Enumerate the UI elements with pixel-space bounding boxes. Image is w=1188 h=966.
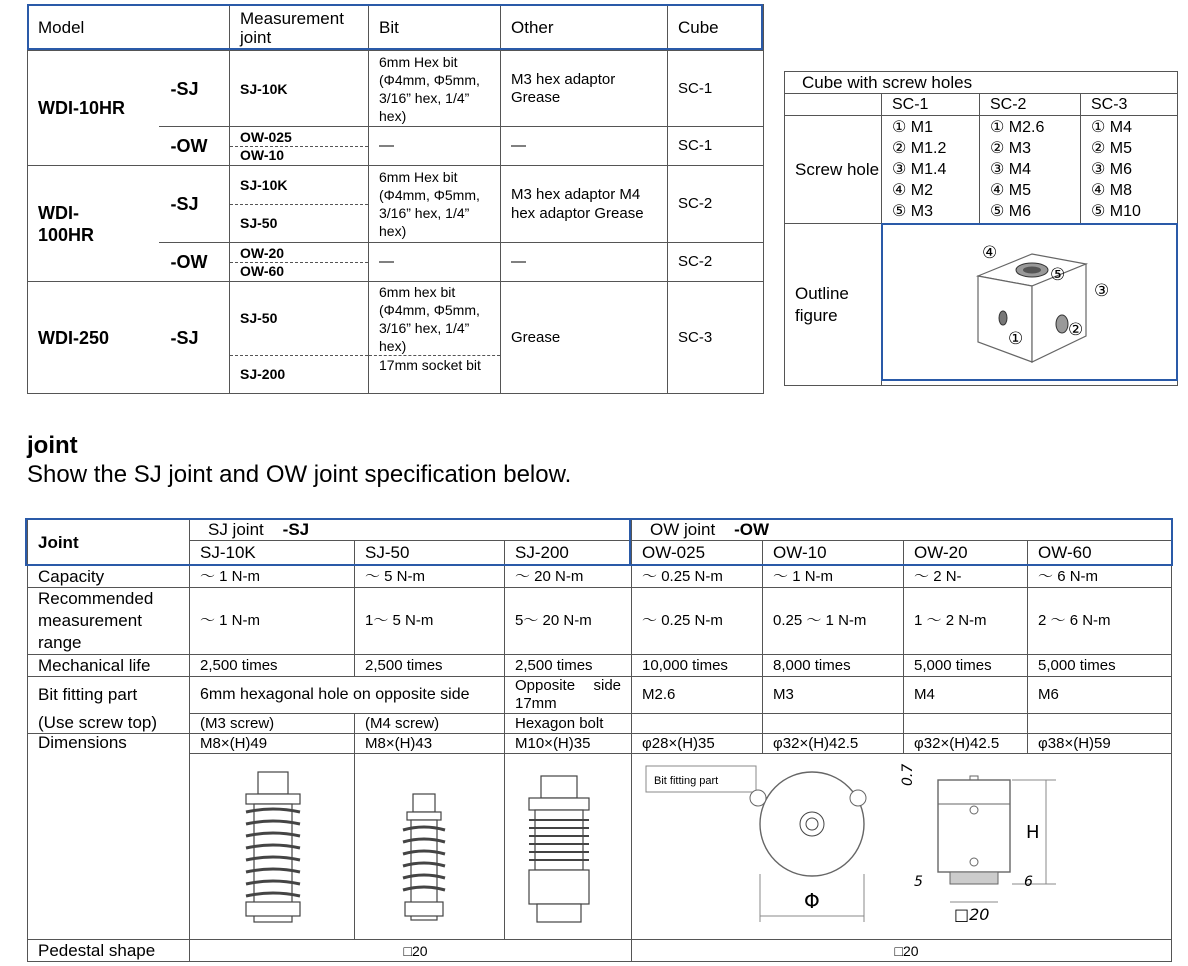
capacity-ow025: ～ 0.25 N-m [632,566,763,588]
ow-group-code: -OW [734,520,770,539]
outline-label: Outline figure [785,224,882,386]
joint-ow20: OW-20 [230,245,368,263]
dim-ow20: φ32×(H)42.5 [904,734,1028,754]
joint-ow025: OW-025 [230,129,368,147]
bit-label: Bit fitting part [28,677,190,714]
bit-ow60: M6 [1028,677,1172,714]
sc1-list [882,116,980,224]
cube-figure [882,224,1176,380]
sj10k-base [246,902,300,916]
sj50-collar [407,812,441,820]
bit-ow025: M2.6 [632,677,763,714]
capacity-ow10: ～ 1 N-m [763,566,904,588]
col-ow025: OW-025 [632,541,763,566]
sc3-list [1081,116,1178,224]
cube-title: Cube with screw holes [785,72,1178,94]
ow-figure [632,754,1168,934]
model-wdi100hr [28,166,159,282]
sj200-lower [529,870,589,904]
sc2-2: ② M3 [990,140,1032,157]
sq-label: □20 [954,905,990,924]
capacity-ow60: ～ 6 N-m [1028,566,1172,588]
section-subtitle: Show the SJ joint and OW joint specification below. [27,461,572,488]
joint-table [27,519,1172,962]
col-sc2: SC-2 [980,94,1081,116]
col-sj200: SJ-200 [505,541,632,566]
d5-label: 5 [914,874,923,890]
bit-socket: 17mm socket bit [379,356,481,373]
range-ow10: 0.25 ～ 1 N-m [763,588,904,655]
screw-sj10k: (M3 screw) [190,714,355,734]
sc1-4: ④ M2 [892,182,934,199]
other-cell: — [501,243,668,282]
sj200-bolt-head [541,776,577,798]
dim-sj10k: M8×(H)49 [190,734,355,754]
bit-cell: 6mm Hex bit (Φ4mm, Φ5mm, 3/16” hex, 1/4” hex) [369,166,501,243]
header-bit: Bit [369,5,501,51]
group-divider [629,518,631,564]
model-table [27,4,764,394]
bit-sj200: Opposite side 17mm [505,677,632,714]
joint-sj-list [230,282,369,394]
suffix-sj: -SJ [159,51,230,127]
bit-hex: 6mm hex bit (Φ4mm, Φ5mm, 3/16” hex, 1/4” hex) [369,283,500,356]
header-cube: Cube [668,5,764,51]
h-label: H [1026,822,1040,843]
sc3-5: ⑤ M10 [1091,203,1141,220]
cube-table [784,71,1178,386]
life-sj200: 2,500 times [505,655,632,677]
d07-label: 0.7 [900,763,917,786]
mark-2: ② [1068,320,1084,340]
d6-label: 6 [1024,874,1033,890]
life-sj50: 2,500 times [355,655,505,677]
model-wdi100hr-label: WDI- 100HR [38,202,95,245]
cube-cell: SC-1 [668,127,764,166]
capacity-sj200: ～ 20 N-m [505,566,632,588]
mark-1: ① [1008,329,1024,349]
col-sj50: SJ-50 [355,541,505,566]
sc3-4: ④ M8 [1091,182,1133,199]
bit-cell [369,282,501,394]
model-wdi10hr: WDI-10HR [28,51,159,166]
other-cell: — [501,127,668,166]
sc1-2: ② M1.2 [892,140,947,157]
dim-ow60: φ38×(H)59 [1028,734,1172,754]
joint-header: Joint [28,520,190,566]
life-label: Mechanical life [28,655,190,677]
joint-sj-list [230,166,369,243]
joint-sj10k: SJ-10K [230,166,368,205]
sc1-3: ③ M1.4 [892,161,947,178]
sj-group-label: SJ joint [208,520,264,539]
hole-1 [999,311,1007,325]
sc2-3: ③ M4 [990,161,1032,178]
pedestal-ow: □20 [632,940,1172,962]
dim-ow025: φ28×(H)35 [632,734,763,754]
screw-sj200: Hexagon bolt [505,714,632,734]
sc2-4: ④ M5 [990,182,1032,199]
range-sj200: 5～ 20 N-m [505,588,632,655]
bit-cell: — [369,127,501,166]
life-ow10: 8,000 times [763,655,904,677]
capacity-sj50: ～ 5 N-m [355,566,505,588]
pedestal-sj: □20 [190,940,632,962]
joint-ow-list [230,243,369,282]
life-ow20: 5,000 times [904,655,1028,677]
ow-lug-right [850,790,866,806]
sc2-5: ⑤ M6 [990,203,1032,220]
hole-2 [1056,315,1068,333]
sj10k-collar [246,794,300,804]
joint-sj50: SJ-50 [230,282,368,356]
phi-label: Φ [804,889,820,913]
other-cell: Grease [501,282,668,394]
screw-ow10 [763,714,904,734]
dim-ow10: φ32×(H)42.5 [763,734,904,754]
range-sj50: 1～ 5 N-m [355,588,505,655]
sc2-1: ① M2.6 [990,119,1045,136]
sj50-figure-cell [355,754,505,940]
ow-side-hole-top [970,806,978,814]
other-cell: M3 hex adaptor M4 hex adaptor Grease [501,166,668,243]
range-ow025: ～ 0.25 N-m [632,588,763,655]
mark-4: ④ [982,243,998,263]
screw-ow025 [632,714,763,734]
range-label: Recommended measurement range [28,588,190,655]
ow-side-hole-bot [970,858,978,866]
range-sj10k: ～ 1 N-m [190,588,355,655]
cube-corner [785,94,882,116]
screw-sj50: (M4 screw) [355,714,505,734]
col-sc1: SC-1 [882,94,980,116]
sc1-5: ⑤ M3 [892,203,934,220]
col-ow20: OW-20 [904,541,1028,566]
dim-sj200: M10×(H)35 [505,734,632,754]
sc3-2: ② M5 [1091,140,1133,157]
range-ow60: 2 ～ 6 N-m [1028,588,1172,655]
section-title: joint [27,432,78,459]
ow-bore-inner [806,818,818,830]
bit-ow10: M3 [763,677,904,714]
dim-sj50: M8×(H)43 [355,734,505,754]
other-cell: M3 hex adaptor Grease [501,51,668,127]
callout-text: Bit fitting part [654,775,719,787]
col-ow60: OW-60 [1028,541,1172,566]
life-ow025: 10,000 times [632,655,763,677]
screw-ow60 [1028,714,1172,734]
range-ow20: 1 ～ 2 N-m [904,588,1028,655]
suffix-sj: -SJ [159,166,230,243]
ow-group-header [632,520,1172,541]
sc3-3: ③ M6 [1091,161,1133,178]
bit-ow20: M4 [904,677,1028,714]
cube-figure-cell [882,224,1178,386]
screw-ow20 [904,714,1028,734]
sc3-1: ① M4 [1091,119,1133,136]
sc2-list [980,116,1081,224]
sj10k-figure [190,754,354,934]
capacity-label: Capacity [28,566,190,588]
suffix-sj: -SJ [159,282,230,394]
sj50-cap [413,794,435,812]
sj200-figure-cell [505,754,632,940]
bit-cell: — [369,243,501,282]
col-ow10: OW-10 [763,541,904,566]
joint-ow60: OW-60 [240,262,285,279]
suffix-ow: -OW [159,127,230,166]
cube-cell: SC-3 [668,282,764,394]
screw-hole-label: Screw hole [785,116,882,224]
model-wdi250: WDI-250 [28,282,159,394]
sj10k-figure-cell [190,754,355,940]
hole-5-inner [1023,267,1041,274]
sc1-1: ① M1 [892,119,934,136]
ow-side-base [950,872,998,884]
cube-cell: SC-1 [668,51,764,127]
joint-sj10k: SJ-10K [230,51,369,127]
joint-ow10: OW-10 [240,146,285,163]
joint-ow-list [230,127,369,166]
bit-sj: 6mm hexagonal hole on opposite side [190,677,505,714]
ow-figure-cell [632,754,1172,940]
bit-cell: 6mm Hex bit (Φ4mm, Φ5mm, 3/16” hex, 1/4” hex) [369,51,501,127]
ow-lug-left [750,790,766,806]
suffix-ow: -OW [159,243,230,282]
sj200-base [537,904,581,922]
header-joint: Measurement joint [230,5,369,51]
sj50-figure [355,754,505,934]
col-sj10k: SJ-10K [190,541,355,566]
header-model: Model [28,5,230,51]
life-ow60: 5,000 times [1028,655,1172,677]
capacity-ow20: ～ 2 N- [904,566,1028,588]
screw-label: (Use screw top) [28,714,190,734]
life-sj10k: 2,500 times [190,655,355,677]
header-other: Other [501,5,668,51]
sj50-base [405,902,443,916]
cube-cell: SC-2 [668,243,764,282]
capacity-sj10k: ～ 1 N-m [190,566,355,588]
ow-group-label: OW joint [650,520,716,539]
col-sc3: SC-3 [1081,94,1178,116]
mark-3: ③ [1094,281,1110,301]
pedestal-label: Pedestal shape [28,940,190,962]
sj-group-header [190,520,632,541]
sj200-flange [529,798,589,810]
sj10k-cap [258,772,288,794]
joint-sj200: SJ-200 [240,366,286,382]
dim-label: Dimensions [28,734,190,940]
joint-sj50: SJ-50 [240,215,278,231]
sj-group-code: -SJ [282,520,310,539]
sj200-figure [505,754,632,934]
mark-5: ⑤ [1050,265,1066,285]
cube-cell: SC-2 [668,166,764,243]
